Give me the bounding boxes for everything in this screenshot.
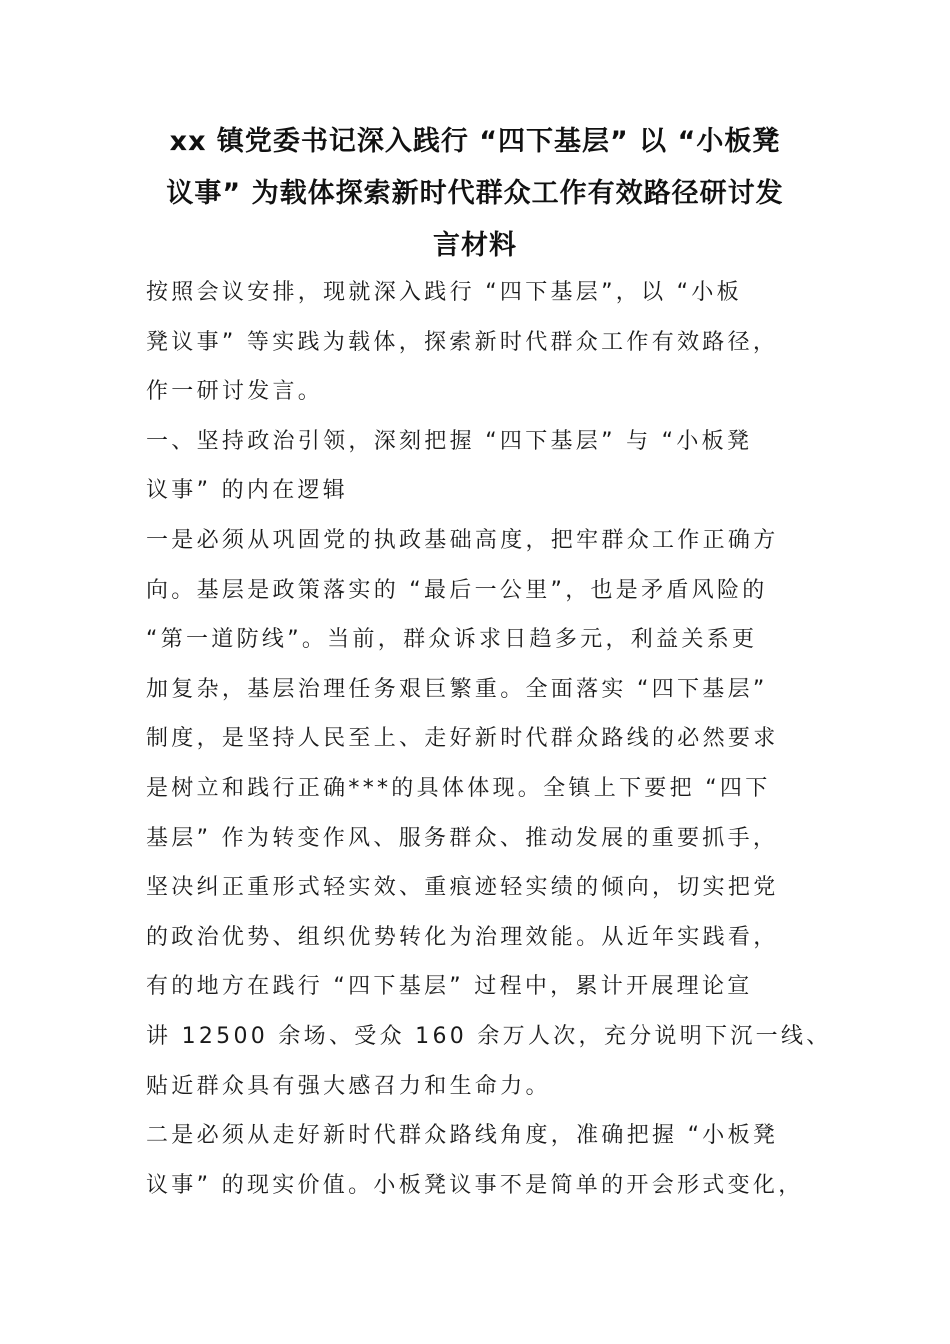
title-line: 言材料	[433, 230, 517, 261]
paragraph-line: 的政治优势、组织优势转化为治理效能。从近年实践看，	[146, 924, 779, 950]
intro-paragraph-line: 按照会议安排，现就深入践行 “四下基层”，以 “小板	[146, 280, 742, 305]
paragraph-line: 坚决纠正重形式轻实效、重痕迹轻实绩的倾向，切实把党	[146, 875, 779, 901]
paragraph-line: 有的地方在践行 “四下基层” 过程中，累计开展理论宣	[146, 974, 753, 1000]
intro-paragraph-line: 凳议事” 等实践为载体，探索新时代群众工作有效路径，	[146, 329, 779, 355]
paragraph-line: 一是必须从巩固党的执政基础高度，把牢群众工作正确方	[146, 527, 779, 553]
paragraph-line: 是树立和践行正确***的具体体现。全镇上下要把 “四下	[146, 775, 771, 801]
document-body	[146, 268, 846, 1210]
paragraph-line: 二是必须从走好新时代群众路线角度，准确把握 “小板凳	[146, 1123, 779, 1149]
paragraph-line: “第一道防线”。当前，群众诉求日趋多元，利益关系更	[146, 627, 758, 653]
document-title	[130, 116, 820, 272]
paragraph-line: 讲 12500 余场、受众 160 余万人次，充分说明下沉一线、	[146, 1023, 832, 1049]
title-line: 议事” 为载体探索新时代群众工作有效路径研讨发	[166, 178, 784, 209]
paragraph-line: 贴近群众具有强大感召力和生命力。	[146, 1073, 551, 1099]
paragraph-line: 基层” 作为转变作风、服务群众、推动发展的重要抓手，	[146, 825, 779, 851]
section-heading-line: 一、坚持政治引领，深刻把握 “四下基层” 与 “小板凳	[146, 428, 753, 454]
title-line: xx 镇党委书记深入践行 “四下基层” 以 “小板凳	[169, 126, 781, 157]
paragraph-line: 制度，是坚持人民至上、走好新时代群众路线的必然要求	[146, 726, 779, 752]
section-heading-line: 议事” 的内在逻辑	[146, 478, 349, 504]
paragraph-line: 向。基层是政策落实的 “最后一公里”，也是矛盾风险的	[146, 577, 768, 603]
paragraph-line: 加复杂，基层治理任务艰巨繁重。全面落实 “四下基层”	[146, 676, 768, 702]
intro-paragraph-line: 作一研讨发言。	[146, 379, 324, 405]
paragraph-line: 议事” 的现实价值。小板凳议事不是简单的开会形式变化，	[146, 1172, 804, 1198]
